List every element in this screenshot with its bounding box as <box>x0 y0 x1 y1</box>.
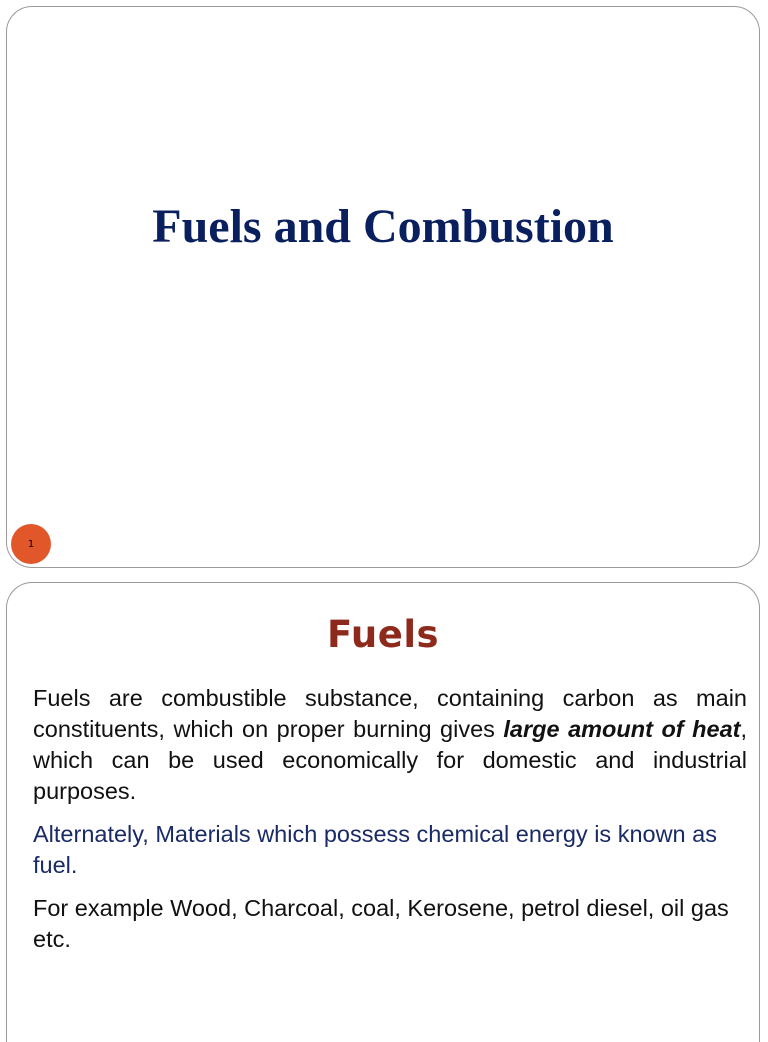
definition-emphasis: large amount of heat <box>503 716 741 742</box>
slide-body <box>33 683 747 967</box>
definition-text-end: , which can be used economically for domestic and industrial purposes. <box>33 716 747 804</box>
definition-paragraph <box>33 683 747 807</box>
definition-text-start: Fuels are combustible substance, containing carbon as main constituents, which on proper burning gives <box>33 685 747 742</box>
slide-1 <box>6 6 760 568</box>
examples-paragraph: For example Wood, Charcoal, coal, Kerosene, petrol diesel, oil gas etc. <box>33 895 729 952</box>
slide-heading: Fuels <box>326 613 440 656</box>
slide-title: Fuels and Combustion <box>152 200 614 253</box>
page-number-badge: 1 <box>11 524 51 564</box>
alternate-definition-paragraph: Alternately, Materials which possess chemical energy is known as fuel. <box>33 821 717 878</box>
slide-2 <box>6 582 760 1042</box>
